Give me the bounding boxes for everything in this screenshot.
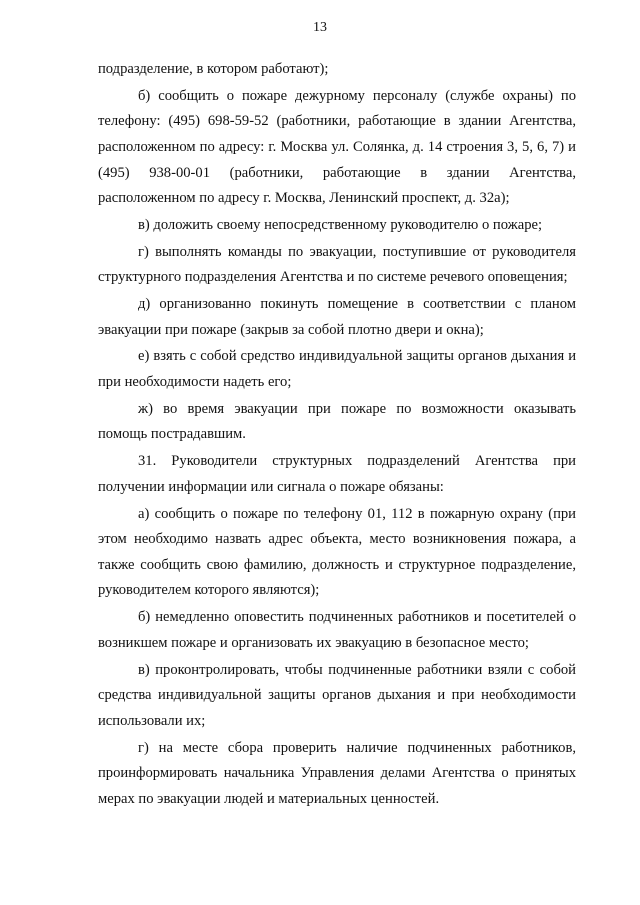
paragraph-item-zh-help-victims: ж) во время эвакуации при пожаре по возможности оказывать помощь пострадавшим. bbox=[98, 400, 576, 443]
paragraph-31-item-a-call-fire-service: а) сообщить о пожаре по телефону 01, 112 в пожарную охрану (при этом необходимо назвать адрес объекта, место возникновения пожара, а также сообщить свою фамилию, должность и структурное подразделение, руководителем которого являются); bbox=[98, 505, 576, 599]
paragraph-item-d-leave-premises: д) организованно покинуть помещение в соответствии с планом эвакуации при пожаре (закрыв за собой плотно двери и окна); bbox=[98, 296, 576, 338]
paragraph-31-item-b-alert-staff: б) немедленно оповестить подчиненных работников и посетителей о возникшем пожаре и организовать их эвакуацию в безопасное место; bbox=[98, 609, 576, 651]
paragraph-item-e-respiratory-protection: е) взять с собой средство индивидуальной защиты органов дыхания и при необходимости надеть его; bbox=[98, 348, 576, 391]
paragraph-continuation: подразделение, в котором работают); bbox=[98, 61, 329, 77]
paragraph-31-item-g-roll-call: г) на месте сбора проверить наличие подчиненных работников, проинформировать начальника Управления делами Агентства о принятых мерах по эвакуации людей и материальных ценностей. bbox=[98, 739, 576, 807]
paragraph-item-b-report-fire: б) сообщить о пожаре дежурному персоналу (службе охраны) по телефону: (495) 698-59-52 (работники, работающие в здании Агентства, расположенном по адресу: г. Москва ул. Солянка, д. 14 строения 3, 5, 6, 7) и (495) 938-00-01 (работники, работающие в здании Агентства, расположенном по адресу г. Москва, Ленинский проспект, д. 32а); bbox=[98, 87, 576, 207]
page-number: 13 bbox=[313, 20, 327, 35]
paragraph-item-v-notify-manager: в) доложить своему непосредственному руководителю о пожаре; bbox=[138, 216, 543, 233]
paragraph-item-g-follow-commands: г) выполнять команды по эвакуации, поступившие от руководителя структурного подразделения Агентства и по системе речевого оповещения; bbox=[98, 243, 576, 286]
paragraph-31-item-v-check-protection: в) проконтролировать, чтобы подчиненные работники взяли с собой средства индивидуальной защиты органов дыхания и при необходимости использовали их; bbox=[98, 661, 576, 729]
document-body bbox=[98, 57, 576, 812]
paragraph-section-31: 31. Руководители структурных подразделений Агентства при получении информации или сигнала о пожаре обязаны: bbox=[98, 453, 576, 495]
